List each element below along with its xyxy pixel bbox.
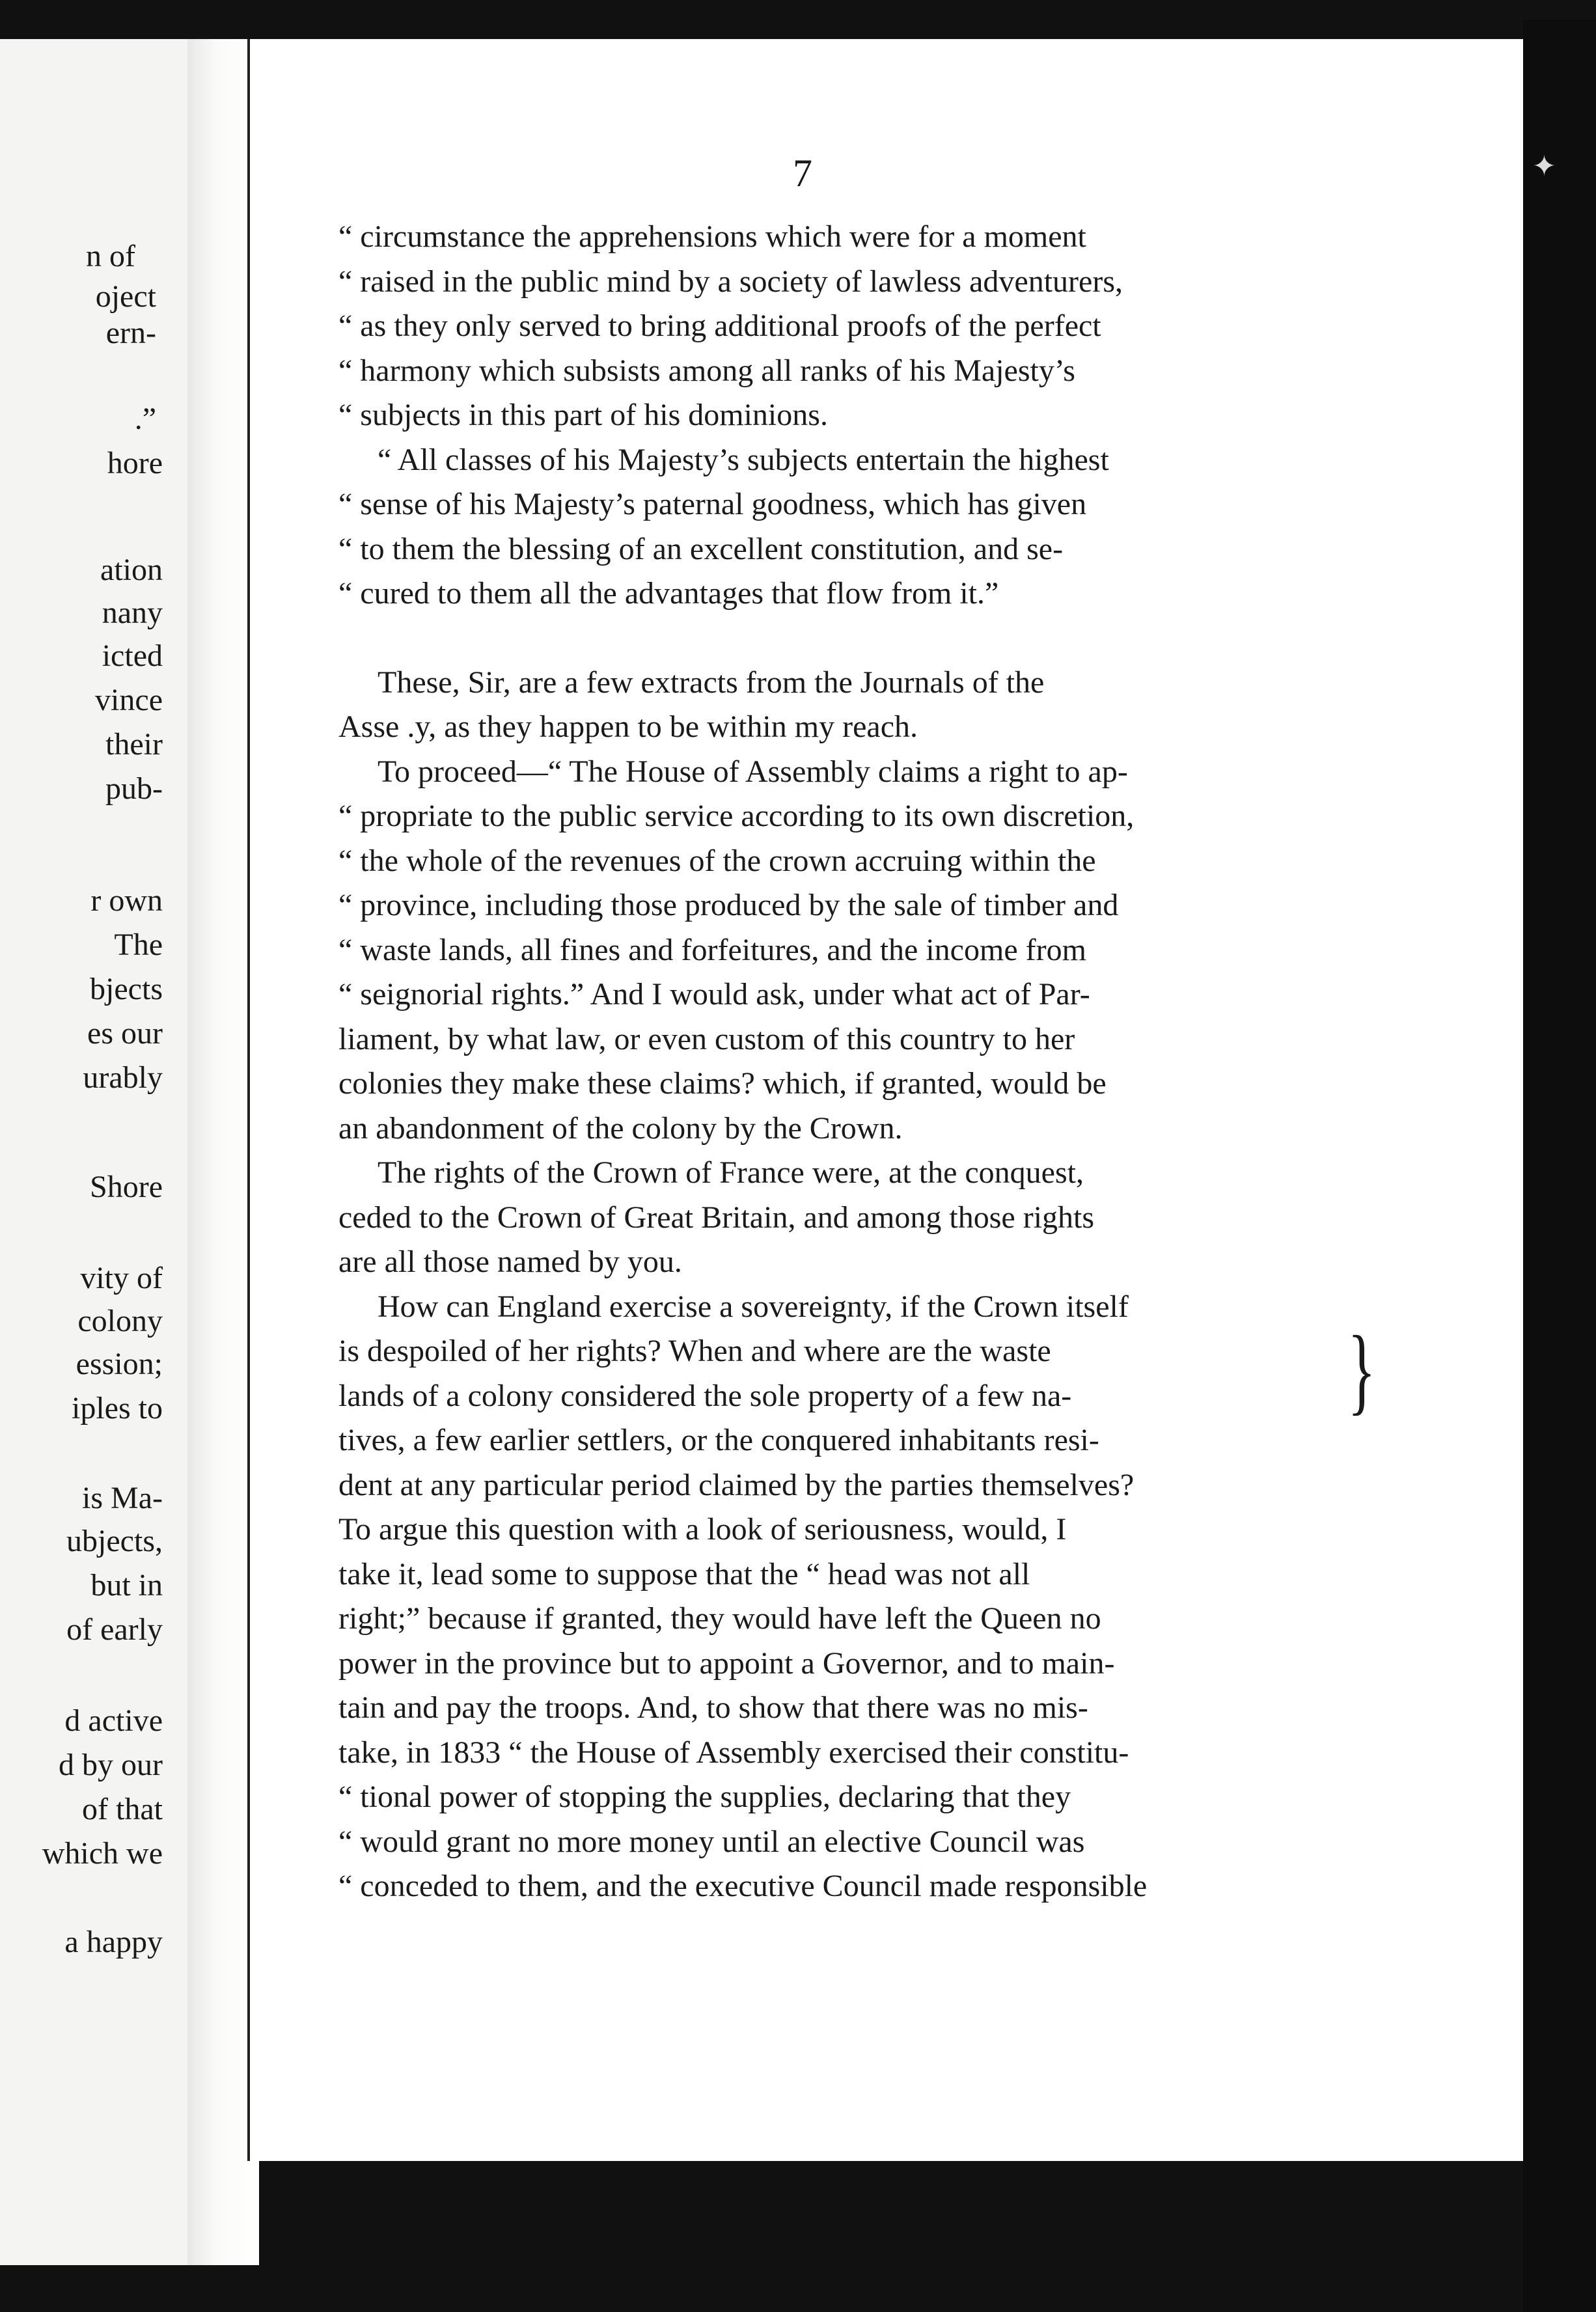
left-fragment: icted — [102, 639, 163, 673]
left-page — [0, 39, 195, 2265]
left-fragment: d active — [64, 1703, 163, 1738]
text-line: is despoiled of her rights? When and where are the waste — [338, 1334, 1051, 1368]
left-fragment: urably — [83, 1060, 163, 1095]
text-line: “ cured to them all the advantages that flow from it.” — [338, 576, 999, 611]
text-line: colonies they make these claims? which, if granted, would be — [338, 1066, 1107, 1101]
text-line: The rights of the Crown of France were, at the conquest, — [378, 1155, 1084, 1190]
left-fragment: hore — [107, 446, 163, 480]
text-line: “ as they only served to bring additional proofs of the perfect — [338, 309, 1101, 343]
left-fragment: n of — [86, 239, 135, 273]
margin-bracket-mark: } — [1347, 1316, 1376, 1424]
text-line: “ sense of his Majesty’s paternal goodness, which has given — [338, 487, 1087, 521]
scan-background-edge — [1523, 20, 1596, 2312]
left-fragment: of early — [66, 1612, 163, 1647]
left-fragment: which we — [42, 1836, 163, 1871]
left-fragment: r own — [90, 883, 163, 918]
page-body — [338, 215, 1328, 1909]
left-fragment: Shore — [90, 1170, 163, 1204]
text-line: “ would grant no more money until an elective Council was — [338, 1824, 1085, 1859]
left-fragment: .” — [134, 402, 156, 436]
gutter-shadow-line — [247, 39, 250, 2161]
text-line: “ province, including those produced by the sale of timber and — [338, 888, 1119, 922]
left-fragment: iples to — [72, 1391, 163, 1425]
text-line: “ to them the blessing of an excellent constitution, and se- — [338, 531, 1064, 566]
text-line: To argue this question with a look of seriousness, would, I — [338, 1512, 1067, 1547]
left-fragment: of that — [82, 1792, 163, 1826]
text-line: ceded to the Crown of Great Britain, and among those rights — [338, 1200, 1095, 1235]
left-fragment: is Ma- — [82, 1481, 163, 1515]
left-fragment: bjects — [90, 972, 163, 1006]
text-line: “ tional power of stopping the supplies, declaring that they — [338, 1780, 1071, 1814]
text-line: dent at any particular period claimed by the parties themselves? — [338, 1467, 1135, 1502]
text-line: “ raised in the public mind by a society of lawless adventurers, — [338, 264, 1123, 299]
text-line: “ seignorial rights.” And I would ask, under what act of Par- — [338, 977, 1090, 1012]
text-line: power in the province but to appoint a Governor, and to main- — [338, 1645, 1115, 1681]
left-fragment: colony — [77, 1304, 163, 1338]
left-fragment: ession; — [76, 1347, 163, 1381]
text-line: These, Sir, are a few extracts from the Journals of the — [378, 665, 1045, 700]
text-line: an abandonment of the colony by the Crown. — [338, 1110, 903, 1146]
left-fragment: a happy — [64, 1925, 163, 1959]
text-line: Asse .y, as they happen to be within my reach. — [338, 709, 918, 744]
text-line: “ waste lands, all fines and forfeitures, and the income from — [338, 932, 1086, 967]
text-line: “ propriate to the public service according to its own discretion, — [338, 799, 1135, 833]
left-fragment: nany — [102, 596, 163, 630]
left-fragment: es our — [87, 1016, 163, 1051]
text-line: “ the whole of the revenues of the crown accruing within the — [338, 843, 1096, 878]
text-line: “ All classes of his Majesty’s subjects entertain the highest — [378, 442, 1109, 477]
left-fragment: d by our — [59, 1748, 163, 1782]
left-fragment: but in — [90, 1568, 163, 1603]
left-fragment: their — [105, 727, 163, 762]
text-line: “ harmony which subsists among all ranks of his Majesty’s — [338, 353, 1075, 388]
text-line: tives, a few earlier settlers, or the conquered inhabitants resi- — [338, 1423, 1099, 1457]
left-fragment: pub- — [105, 771, 163, 806]
text-line: liament, by what law, or even custom of this country to her — [338, 1021, 1075, 1056]
left-fragment: vity of — [80, 1261, 163, 1295]
left-fragment: vince — [95, 683, 163, 717]
left-fragment: The — [114, 928, 163, 962]
text-line: take, in 1833 “ the House of Assembly exercised their constitu- — [338, 1735, 1129, 1770]
left-fragment: ation — [100, 553, 163, 587]
left-fragment: ern- — [105, 316, 156, 350]
scan-speck-icon: ✦ — [1532, 150, 1556, 182]
text-line: are all those named by you. — [338, 1245, 682, 1279]
text-line: How can England exercise a sovereignty, if the Crown itself — [378, 1289, 1129, 1324]
page-number: 7 — [793, 152, 812, 195]
text-line: “ circumstance the apprehensions which were for a moment — [338, 219, 1086, 254]
text-line: take it, lead some to suppose that the “ head was not all — [338, 1556, 1030, 1591]
left-fragment: oject — [95, 279, 156, 314]
text-line: “ subjects in this part of his dominions. — [338, 398, 828, 432]
left-fragment: ubjects, — [66, 1524, 163, 1558]
text-line: lands of a colony considered the sole property of a few na- — [338, 1378, 1072, 1413]
text-line: To proceed—“ The House of Assembly claims a right to ap- — [378, 754, 1128, 789]
text-line: “ conceded to them, and the executive Council made responsible — [338, 1869, 1148, 1903]
text-line: tain and pay the troops. And, to show that there was no mis- — [338, 1690, 1088, 1725]
text-line: right;” because if granted, they would have left the Queen no — [338, 1601, 1101, 1636]
